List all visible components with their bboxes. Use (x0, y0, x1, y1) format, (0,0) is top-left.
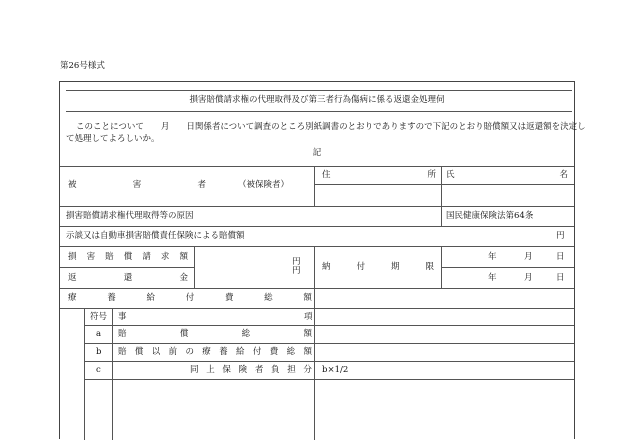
form-title: 損害賠償請求権の代理取得及び第三者行為傷病に係る返還金処理伺 (189, 95, 445, 105)
victim-label: 被 害 者 (68, 180, 206, 190)
code-column-divider (112, 308, 113, 440)
row-a-rule (84, 343, 574, 344)
claim-bottom-rule (60, 288, 574, 289)
deadline-month-2: 月 (524, 273, 533, 283)
sub-header-rule (84, 325, 574, 326)
reason-bottom-rule (60, 226, 574, 227)
claim-split-rule-left (60, 267, 194, 268)
row-a-code: a (96, 329, 102, 339)
amount-divider (314, 246, 315, 288)
claim-yen: 円 (292, 257, 301, 267)
deadline-day-2: 日 (556, 273, 565, 283)
claim-label: 損 害 賠 償 請 求 額 (68, 252, 188, 262)
refund-yen: 円 (292, 266, 301, 276)
settlement-label: 示談又は自動車損害賠償責任保険による賠償額 (66, 231, 245, 241)
refund-label: 返 還 金 (68, 273, 188, 283)
victim-divider (314, 166, 315, 206)
form-number: 第26号様式 (60, 61, 105, 71)
item-header-right: 項 (304, 312, 313, 322)
item-column-divider (314, 308, 315, 440)
form-frame (59, 81, 586, 439)
deadline-year-1: 年 (488, 252, 497, 262)
intro-line-2: て処理してよろしいか。 (66, 134, 160, 144)
sub-table-left-edge (84, 308, 85, 440)
insured-label: （被保険者） (238, 180, 290, 190)
claim-divider (194, 246, 195, 288)
row-c-code: c (96, 365, 101, 375)
row-a-item: 賠 償 総 額 (118, 329, 312, 339)
row-b-item: 賠 償 以 前 の 療 養 給 付 費 総 額 (118, 347, 312, 357)
row-c-rule (84, 379, 574, 380)
deadline-month-1: 月 (524, 252, 533, 262)
item-header-left: 事 (118, 312, 127, 322)
row-c-item: 同 上 保 険 者 負 担 分 (190, 365, 312, 375)
code-header: 符号 (90, 312, 108, 322)
ki-label: 記 (312, 148, 322, 158)
law-label: 国民健康保険法第64条 (446, 211, 534, 221)
deadline-day-1: 日 (556, 252, 565, 262)
settlement-yen: 円 (556, 231, 565, 241)
table-top-rule (60, 166, 574, 167)
settlement-bottom-rule (60, 246, 574, 247)
row-b-rule (84, 361, 574, 362)
reason-label: 損害賠償請求権代理取得等の原因 (66, 211, 194, 221)
name-label: 氏 名 (446, 170, 568, 180)
address-divider (441, 166, 442, 206)
payment-deadline-label: 納 付 期 限 (322, 262, 434, 272)
victim-inner-rule (314, 184, 574, 185)
medical-total-bottom-rule (60, 308, 574, 309)
intro-line-1: このことについて 月 日関係者について調査のところ別紙調書のとおりでありますので下記のとおり賠償額又は返還額を決定し (76, 122, 586, 132)
row-c-formula: b×1/2 (322, 365, 349, 375)
victim-bottom-rule (60, 206, 574, 207)
medical-total-divider (314, 288, 315, 308)
reason-divider (441, 206, 442, 226)
row-b-code: b (96, 347, 102, 357)
deadline-year-2: 年 (488, 273, 497, 283)
address-label: 住 所 (322, 170, 436, 180)
medical-total-label: 療 養 給 付 費 総 額 (68, 293, 312, 303)
title-top-rule (66, 90, 572, 91)
claim-split-rule-right (441, 267, 574, 268)
title-bottom-rule (66, 111, 572, 112)
